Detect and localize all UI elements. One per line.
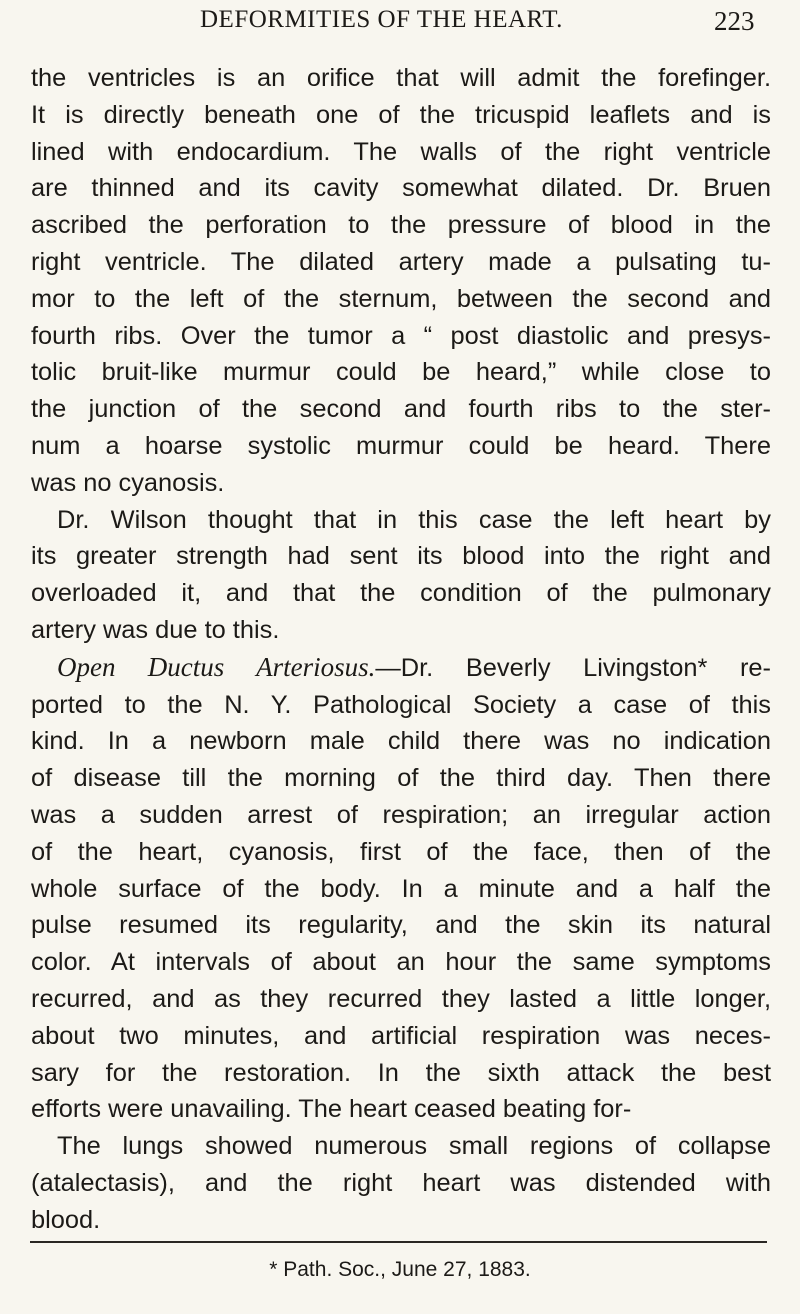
text-line: ascribed the perforation to the pressure of blood in the bbox=[31, 211, 771, 240]
section-heading-italic: Open Ductus Arteriosus. bbox=[57, 651, 376, 682]
text-line: num a hoarse systolic murmur could be heard. There bbox=[31, 431, 771, 460]
paragraph-wilson bbox=[31, 502, 771, 649]
paragraph-open-ductus bbox=[31, 649, 771, 1128]
text-line bbox=[31, 649, 771, 687]
text-line: (atalectasis), and the right heart was distended with bbox=[31, 1168, 771, 1197]
text-line: sary for the restoration. In the sixth attack the best bbox=[31, 1058, 771, 1087]
text-line: pulse resumed its regularity, and the skin its natural bbox=[31, 911, 771, 940]
text-line: about two minutes, and artificial respiration was neces- bbox=[31, 1021, 771, 1050]
text-line: mor to the left of the sternum, between the second and bbox=[31, 284, 771, 313]
text-line: of disease till the morning of the third day. Then there bbox=[31, 764, 771, 793]
text-line: the junction of the second and fourth ribs to the ster- bbox=[31, 395, 771, 424]
text-line: ported to the N. Y. Pathological Society a case of this bbox=[31, 690, 771, 719]
text-line: tolic bruit-like murmur could be heard,” while close to bbox=[31, 358, 771, 387]
body-text bbox=[31, 60, 771, 1239]
text-line: right ventricle. The dilated artery made a pulsating tu- bbox=[31, 247, 771, 276]
text-line: It is directly beneath one of the tricuspid leaflets and is bbox=[31, 100, 771, 129]
text-line: was a sudden arrest of respiration; an irregular action bbox=[31, 800, 771, 829]
text-line: lined with endocardium. The walls of the right ventricle bbox=[31, 137, 771, 166]
text-line: the ventricles is an orifice that will admit the forefinger. bbox=[31, 64, 771, 92]
text-line: of the heart, cyanosis, first of the face, then of the bbox=[31, 837, 771, 866]
text-line: was no cyanosis. bbox=[31, 468, 225, 497]
text-line: artery was due to this. bbox=[31, 615, 280, 644]
footnote: * Path. Soc., June 27, 1883. bbox=[269, 1258, 531, 1281]
text-line: overloaded it, and that the condition of the pulmonary bbox=[31, 579, 771, 608]
text-line: blood. bbox=[31, 1205, 101, 1234]
running-title: DEFORMITIES OF THE HEART. bbox=[200, 6, 563, 33]
paragraph-perforation bbox=[31, 60, 771, 502]
page-number: 223 bbox=[714, 6, 755, 36]
text-line: its greater strength had sent its blood into the right and bbox=[31, 542, 771, 571]
text-line: color. At intervals of about an hour the same symptoms bbox=[31, 948, 771, 977]
paragraph-lungs bbox=[31, 1128, 771, 1238]
text-line: The lungs showed numerous small regions of collapse bbox=[57, 1132, 771, 1161]
text-line: kind. In a newborn male child there was no indication bbox=[31, 727, 771, 756]
text-line: Dr. Wilson thought that in this case the left heart by bbox=[57, 505, 771, 534]
text-line: fourth ribs. Over the tumor a “ post diastolic and presys- bbox=[31, 321, 771, 350]
text-fragment: —Dr. Beverly Livingston* re- bbox=[375, 653, 771, 682]
footnote-divider bbox=[30, 1241, 767, 1243]
page-header bbox=[0, 4, 800, 40]
text-line: efforts were unavailing. The heart ceased beating for- bbox=[31, 1095, 632, 1124]
text-line: are thinned and its cavity somewhat dilated. Dr. Bruen bbox=[31, 174, 771, 203]
text-line: recurred, and as they recurred they lasted a little longer, bbox=[31, 984, 771, 1013]
text-line: whole surface of the body. In a minute and a half the bbox=[31, 874, 771, 903]
